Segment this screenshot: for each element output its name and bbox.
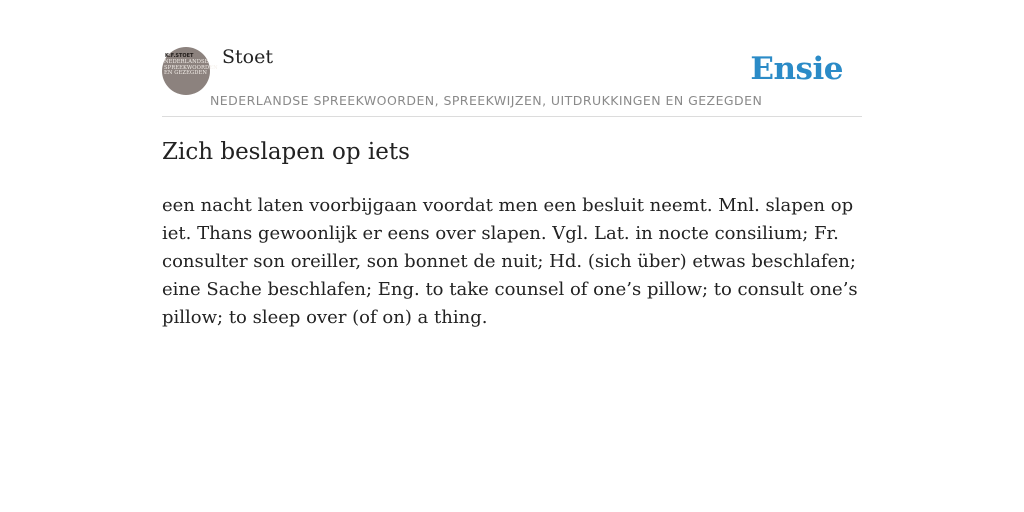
- author-name[interactable]: Stoet: [222, 46, 273, 68]
- source-subtitle[interactable]: NEDERLANDSE SPREEKWOORDEN, SPREEKWIJZEN, UITDRUKKINGEN EN GEZEGDEN: [210, 93, 763, 108]
- page-container: [162, 0, 862, 328]
- avatar-publisher-text: K.F.STOET: [165, 53, 194, 59]
- entry-title: Zich beslapen op iets: [162, 139, 410, 165]
- avatar[interactable]: [162, 47, 218, 95]
- header: [162, 0, 862, 117]
- brand-logo[interactable]: Ensie: [750, 51, 843, 87]
- avatar-book-title: NEDERLANDSE SPREEKWOORDEN EN GEZEGDEN: [164, 59, 218, 77]
- entry-definition: een nacht laten voorbijgaan voordat men een besluit neemt. Mnl. slapen op iet. Thans gewoonlijk er eens over slapen. Vgl. Lat. in nocte consilium; Fr. consulter son oreiller, son bonnet de nuit; Hd. (sich über) etwas beschlafen; eine Sache beschlafen; Eng. to take counsel of one’s pillow; to consult one’s pillow; to sleep over (of on) a thing.: [162, 195, 858, 328]
